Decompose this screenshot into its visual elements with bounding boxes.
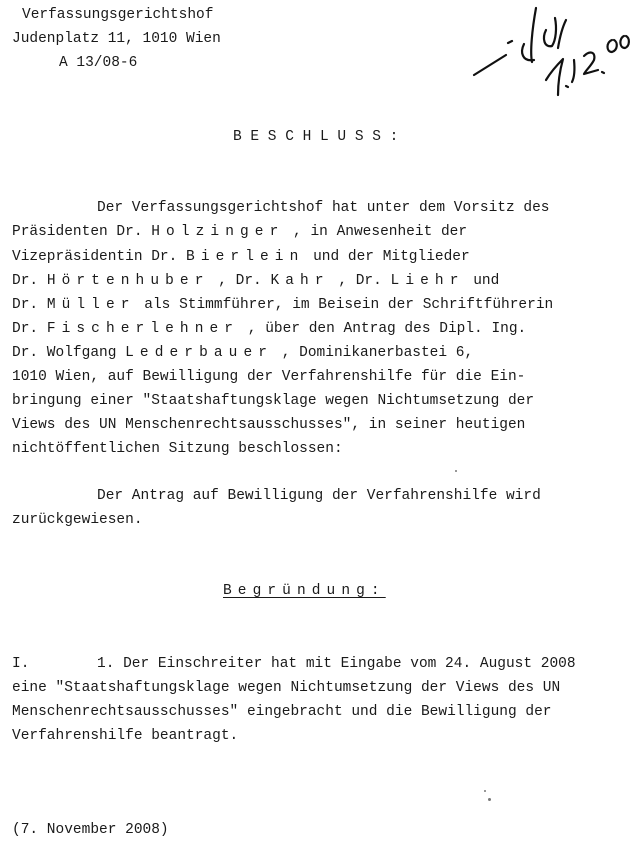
section-one-line-4: Verfahrenshilfe beantragt. [12, 728, 239, 744]
footer-date: (7. November 2008) [12, 822, 169, 838]
judge-name-mueller: Müller [46, 297, 136, 313]
decision-line-1: Der Antrag auf Bewilligung der Verfahrenshilfe wird [97, 488, 541, 504]
court-name: Verfassungsgerichtshof [22, 7, 214, 23]
intro-text: , Dominikanerbastei 6, [273, 345, 474, 361]
section-one-line-2: eine "Staatshaftungsklage wegen Nichtumsetzung der Views des UN [12, 680, 561, 696]
intro-line-1: Der Verfassungsgerichtshof hat unter dem Vorsitz des [97, 200, 550, 216]
section-one-line-3: Menschenrechtsausschusses" eingebracht und die Bewilligung der [12, 704, 552, 720]
intro-line-5 [12, 297, 553, 313]
decision-line-2: zurückgewiesen. [12, 512, 143, 528]
intro-text: Dr. [12, 297, 47, 313]
scan-speck [455, 470, 457, 472]
clerk-name-fischerlehner: Fischerlehner [46, 321, 240, 337]
intro-line-8: 1010 Wien, auf Bewilligung der Verfahrenshilfe für die Ein- [12, 369, 526, 385]
intro-text: Dr. [12, 321, 47, 337]
scan-speck [488, 798, 491, 801]
reasons-heading: Begründung: [223, 583, 386, 599]
judge-name-liehr: Liehr [390, 273, 465, 289]
applicant-name-lederbauer: Lederbauer [125, 345, 274, 361]
intro-line-9: bringung einer "Staatshaftungsklage wegen Nichtumsetzung der [12, 393, 535, 409]
intro-text: , über den Antrag des Dipl. Ing. [239, 321, 527, 337]
intro-line-6 [12, 321, 526, 337]
intro-text: und [464, 273, 500, 289]
judge-name-kahr: Kahr [270, 273, 330, 289]
court-address: Judenplatz 11, 1010 Wien [12, 31, 221, 47]
intro-line-3 [12, 249, 470, 265]
intro-text: Dr. Wolfgang [12, 345, 126, 361]
document-title: B E S C H L U S S : [233, 129, 399, 145]
judge-name-bierlein: Bierlein [186, 249, 305, 265]
section-one-numeral: I. [12, 656, 30, 672]
case-number: A 13/08-6 [59, 55, 138, 71]
intro-text: Vizepräsidentin Dr. [12, 249, 187, 265]
intro-line-11: nichtöffentlichen Sitzung beschlossen: [12, 441, 343, 457]
intro-line-2 [12, 224, 467, 240]
intro-text: als Stimmführer, im Beisein der Schriftführerin [135, 297, 554, 313]
handwritten-signature [462, 0, 632, 110]
intro-line-4 [12, 273, 499, 289]
intro-text: , Dr. [329, 273, 391, 289]
intro-text: , Dr. [209, 273, 271, 289]
judge-name-hoertenhuber: Hörtenhuber [46, 273, 210, 289]
intro-text: und der Mitglieder [304, 249, 470, 265]
scan-speck [484, 790, 486, 792]
section-one-line-1: 1. Der Einschreiter hat mit Eingabe vom 24. August 2008 [97, 656, 576, 672]
intro-text: Präsidenten Dr. [12, 224, 152, 240]
intro-line-10: Views des UN Menschenrechtsausschusses", in seiner heutigen [12, 417, 526, 433]
intro-text: , in Anwesenheit der [284, 224, 468, 240]
intro-text: Dr. [12, 273, 47, 289]
intro-line-7 [12, 345, 473, 361]
judge-name-holzinger: Holzinger [151, 224, 285, 240]
